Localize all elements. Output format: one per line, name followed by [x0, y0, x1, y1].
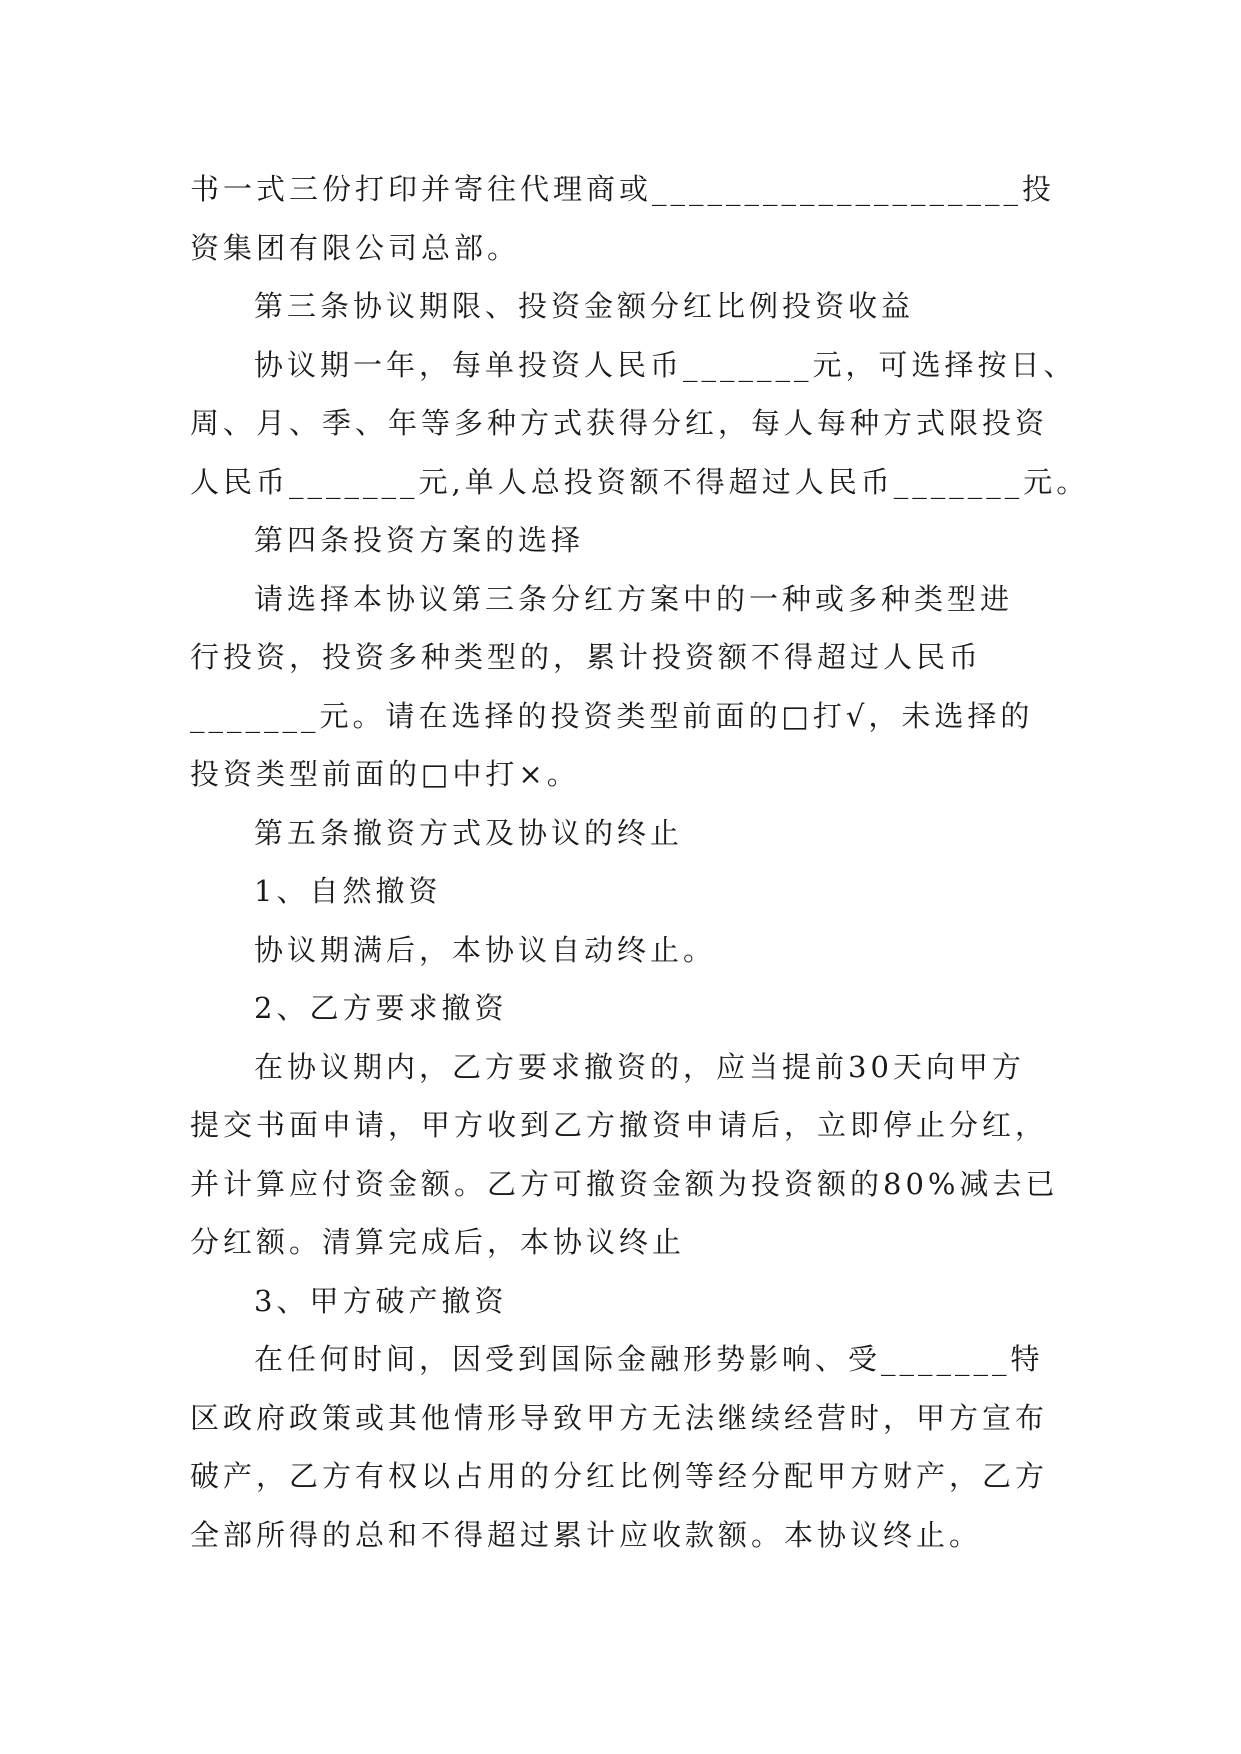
paragraph-line: 区政府政策或其他情形导致甲方无法继续经营时，甲方宣布 — [190, 1400, 1049, 1435]
paragraph-line: 在任何时间，因受到国际金融形势影响、受_______特 — [254, 1342, 1044, 1376]
document-body — [190, 160, 1090, 1564]
paragraph-line: 并计算应付资金额。乙方可撤资金额为投资额的80%减去已 — [190, 1166, 1059, 1201]
paragraph-line: _______元。请在选择的投资类型前面的□打√，未选择的 — [190, 698, 1034, 733]
paragraph-line: 分红额。清算完成后，本协议终止 — [190, 1225, 686, 1259]
section-heading-article-5: 第五条撤资方式及协议的终止 — [254, 815, 684, 850]
paragraph-line: 行投资，投资多种类型的，累计投资额不得超过人民币 — [190, 640, 983, 674]
subsection-heading: 1、自然撤资 — [254, 874, 442, 908]
paragraph-line: 人民币_______元,单人总投资额不得超过人民币_______元。 — [190, 464, 1090, 499]
subsection-heading: 2、乙方要求撤资 — [254, 991, 508, 1025]
subsection-heading: 3、甲方破产撤资 — [254, 1283, 508, 1318]
paragraph-line: 破产，乙方有权以占用的分红比例等经分配甲方财产，乙方 — [190, 1459, 1049, 1493]
paragraph-line: 协议期满后，本协议自动终止。 — [254, 932, 717, 967]
paragraph-line: 在协议期内，乙方要求撤资的，应当提前30天向甲方 — [254, 1049, 1025, 1084]
paragraph-line: 周、月、季、年等多种方式获得分红，每人每种方式限投资 — [190, 406, 1049, 440]
paragraph-line: 书一式三份打印并寄往代理商或____________________投 — [190, 172, 1056, 206]
section-heading-article-4: 第四条投资方案的选择 — [254, 523, 585, 557]
paragraph-line: 投资类型前面的□中打×。 — [190, 757, 580, 791]
section-heading-article-3: 第三条协议期限、投资金额分红比例投资收益 — [254, 289, 915, 323]
paragraph-line: 资集团有限公司总部。 — [190, 230, 521, 265]
paragraph-line: 协议期一年，每单投资人民币_______元，可选择按日、 — [254, 347, 1077, 382]
paragraph-line: 请选择本协议第三条分红方案中的一种或多种类型进 — [254, 581, 1014, 616]
paragraph-line: 全部所得的总和不得超过累计应收款额。本协议终止。 — [190, 1517, 983, 1552]
paragraph-line: 提交书面申请，甲方收到乙方撤资申请后，立即停止分红， — [190, 1108, 1049, 1142]
